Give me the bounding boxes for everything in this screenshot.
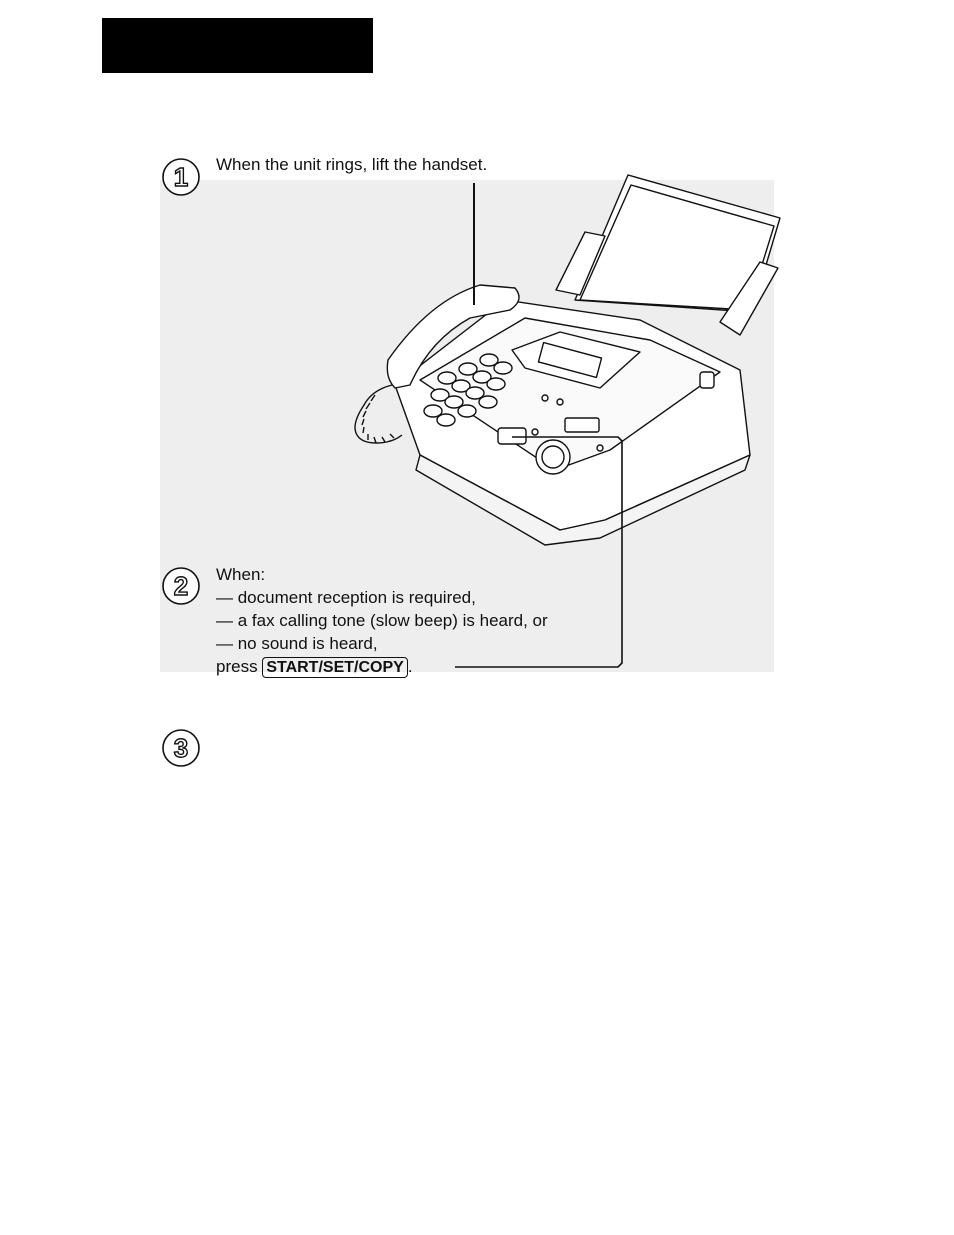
- press-suffix: .: [407, 657, 413, 676]
- step-2-line: — document reception is required,: [216, 588, 476, 607]
- step-1-text: When the unit rings, lift the handset.: [216, 155, 488, 174]
- step-2-line: — no sound is heard,: [216, 634, 378, 653]
- step-1-number: 1: [173, 162, 189, 192]
- step-2-number: 2: [173, 571, 189, 601]
- step-2-line: When:: [216, 565, 266, 584]
- start-set-copy-key: START/SET/COPY: [262, 657, 408, 678]
- step-2-line: — a fax calling tone (slow beep) is heard, or: [216, 611, 548, 630]
- press-prefix: press: [216, 657, 258, 676]
- step-3-number: 3: [173, 733, 189, 763]
